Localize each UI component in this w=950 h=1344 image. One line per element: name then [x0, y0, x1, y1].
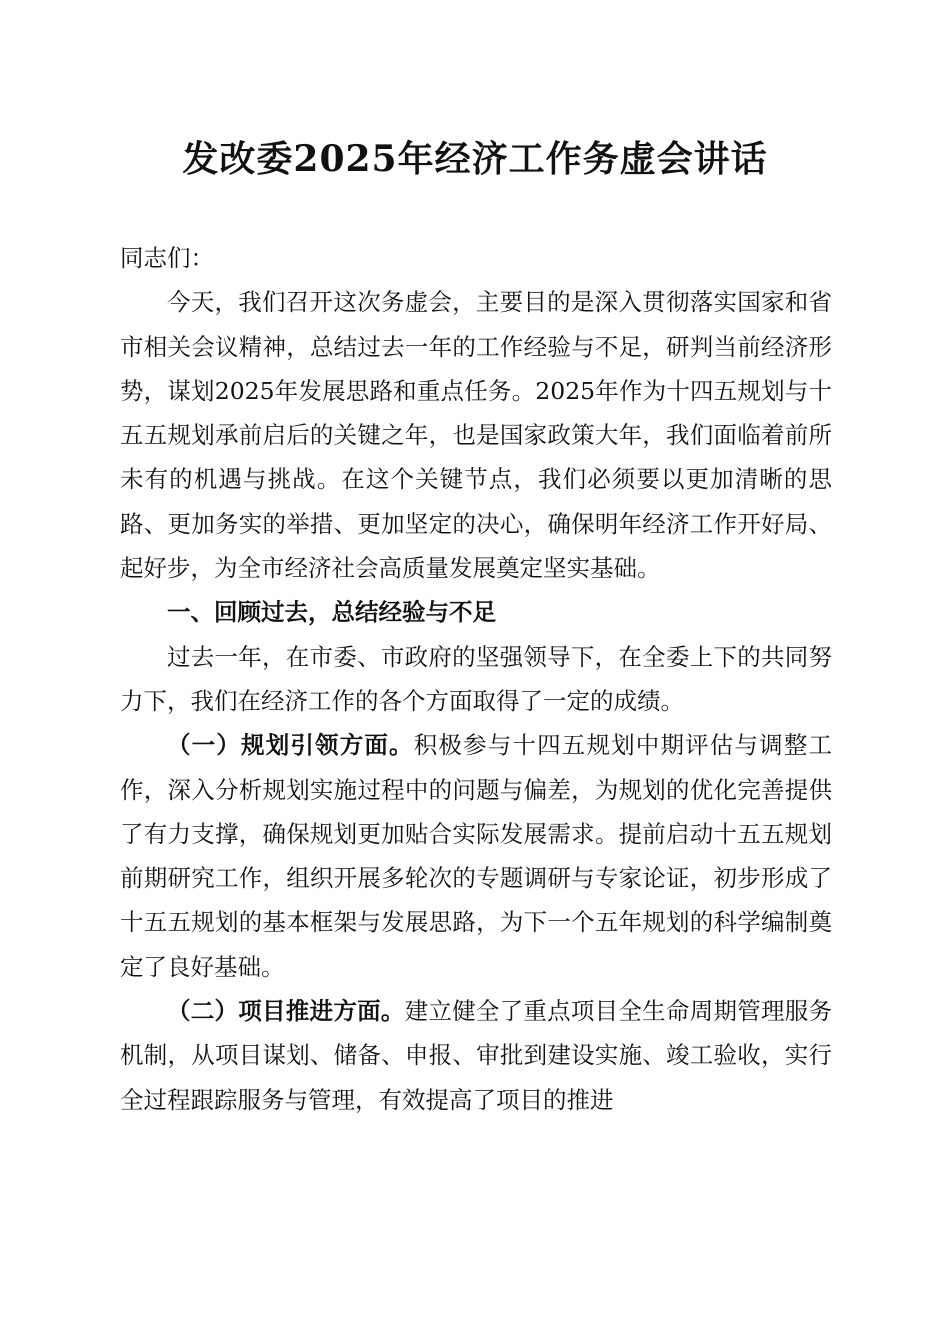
document-body [120, 236, 832, 1122]
item-lead-projects: （二）项目推进方面。 [167, 997, 405, 1026]
intro-paragraph: 今天，我们召开这次务虚会，主要目的是深入贯彻落实国家和省市相关会议精神，总结过去一年的工作经验与不足，研判当前经济形势，谋划2025年发展思路和重点任务。2025年作为十四五规划与十五五规划承前启后的关键之年，也是国家政策大年，我们面临着前所未有的机遇与挑战。在这个关键节点，我们必须要以更加清晰的思路、更加务实的举措、更加坚定的决心，确保明年经济工作开好局、起好步，为全市经济社会高质量发展奠定坚实基础。 [120, 288, 832, 583]
greeting: 同志们： [120, 244, 214, 272]
item-body-planning: 积极参与十四五规划中期评估与调整工作，深入分析规划实施过程中的问题与偏差，为规划的优化完善提供了有力支撑，确保规划更加贴合实际发展需求。提前启动十五五规划前期研究工作，组织开展多轮次的专题调研与专家论证，初步形成了十五五规划的基本框架与发展思路，为下一个五年规划的科学编制奠定了良好基础。 [120, 731, 833, 981]
item-body-projects: 建立健全了重点项目全生命周期管理服务机制，从项目谋划、储备、申报、审批到建设实施、竣工验收，实行全过程跟踪服务与管理，有效提高了项目的推进 [120, 997, 833, 1114]
section-heading: 一、回顾过去，总结经验与不足 [167, 598, 496, 627]
item-lead-planning: （一）规划引领方面。 [167, 731, 414, 760]
item-paragraph-planning [120, 723, 832, 989]
item-paragraph-projects [120, 989, 832, 1122]
section-intro-paragraph: 过去一年，在市委、市政府的坚强领导下，在全委上下的共同努力下，我们在经济工作的各个方面取得了一定的成绩。 [120, 642, 832, 715]
document-title: 发改委2025年经济工作务虚会讲话 [182, 138, 768, 180]
